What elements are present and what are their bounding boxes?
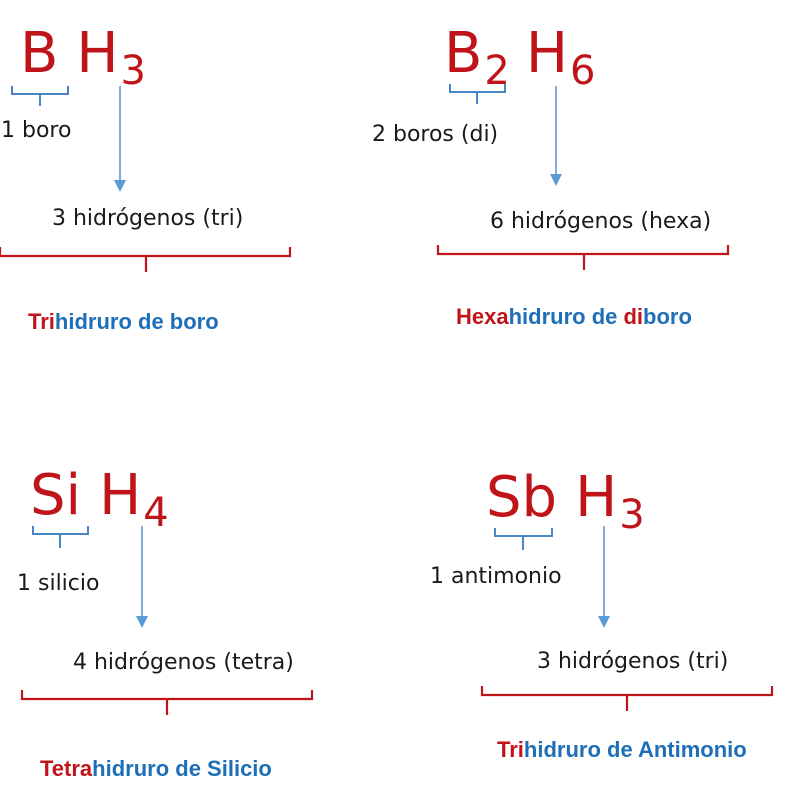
chemical-formula bbox=[486, 465, 645, 538]
hydrogen-count-label: 4 hidrógenos (tetra) bbox=[73, 650, 294, 675]
hydrogen-prefix: Tetra bbox=[40, 756, 93, 781]
hydrogen-subscript: 3 bbox=[120, 48, 146, 94]
hydrogen-prefix: Hexa bbox=[456, 304, 509, 329]
hydrogen-symbol: H bbox=[575, 465, 618, 530]
count-arrow bbox=[550, 86, 562, 186]
name-suffix: hidruro de Silicio bbox=[92, 756, 272, 781]
element-bracket bbox=[12, 86, 68, 106]
hydrogen-symbol: H bbox=[76, 21, 119, 86]
element-bracket bbox=[495, 528, 552, 550]
chemical-formula bbox=[30, 463, 169, 536]
hydrogen-symbol: H bbox=[525, 21, 568, 86]
element-symbol: B bbox=[444, 21, 483, 86]
chemical-formula bbox=[20, 21, 146, 94]
hydrogen-prefix: Tri bbox=[28, 309, 55, 334]
element-symbol: Si bbox=[30, 463, 82, 528]
element-count-label: 1 boro bbox=[1, 118, 72, 143]
count-arrow bbox=[136, 526, 148, 628]
element-symbol: Sb bbox=[486, 465, 558, 530]
element-symbol: B bbox=[20, 21, 59, 86]
element-name: boro bbox=[643, 304, 692, 329]
name-bracket bbox=[438, 245, 728, 270]
name-bracket bbox=[22, 690, 312, 715]
hydrogen-count-label: 6 hidrógenos (hexa) bbox=[490, 209, 712, 234]
name-suffix: hidruro de bbox=[508, 304, 624, 329]
name-suffix: hidruro de Antimonio bbox=[523, 737, 747, 762]
hydrogen-symbol: H bbox=[99, 463, 142, 528]
element-bracket bbox=[33, 526, 88, 548]
hydrogen-prefix: Tri bbox=[497, 737, 524, 762]
compound-name bbox=[40, 758, 272, 780]
compound-name bbox=[28, 311, 219, 333]
count-arrow bbox=[598, 526, 610, 628]
element-count-label: 1 silicio bbox=[17, 571, 100, 596]
compound-name bbox=[497, 739, 747, 761]
hydrogen-subscript: 4 bbox=[143, 490, 169, 536]
count-arrow bbox=[114, 86, 126, 192]
element-prefix: di bbox=[623, 304, 644, 329]
hydrogen-subscript: 6 bbox=[569, 48, 596, 94]
hydrogen-subscript: 3 bbox=[619, 492, 645, 538]
compound-name bbox=[456, 306, 692, 328]
chemical-formula bbox=[444, 21, 596, 94]
name-bracket bbox=[482, 686, 772, 711]
element-subscript: 2 bbox=[484, 48, 510, 94]
element-count-label: 2 boros (di) bbox=[372, 122, 499, 147]
hydrogen-count-label: 3 hidrógenos (tri) bbox=[537, 649, 729, 674]
element-count-label: 1 antimonio bbox=[430, 564, 562, 589]
name-bracket bbox=[0, 247, 290, 272]
name-suffix: hidruro de boro bbox=[54, 309, 219, 334]
hydrogen-count-label: 3 hidrógenos (tri) bbox=[52, 206, 244, 231]
